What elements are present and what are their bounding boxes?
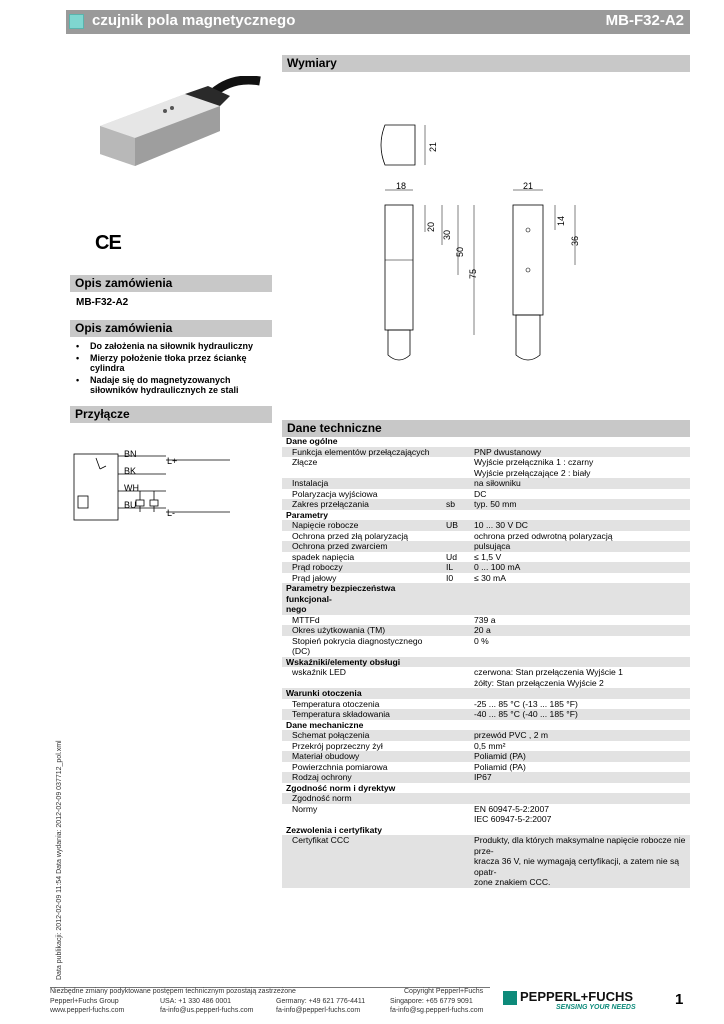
table-cell <box>442 730 470 741</box>
table-cell <box>442 510 470 521</box>
table-row <box>282 688 690 699</box>
table-cell: PNP dwustanowy <box>470 447 690 458</box>
dim-20: 20 <box>426 221 437 233</box>
table-row <box>282 615 690 626</box>
table-row <box>282 510 690 521</box>
table-cell: Przekrój poprzeczny żył <box>292 740 383 751</box>
wire-bn-label: BN <box>124 449 137 459</box>
table-row <box>282 720 690 731</box>
table-cell <box>442 751 470 762</box>
table-cell: przewód PVC , 2 m <box>470 730 690 741</box>
brand-logo-icon <box>503 991 517 1005</box>
order-section-header: Opis zamówienia <box>70 275 272 292</box>
table-row <box>282 730 690 741</box>
table-cell <box>442 447 470 458</box>
table-cell <box>442 825 470 836</box>
table-cell: Ochrona przed zwarciem <box>282 541 442 552</box>
table-row <box>282 552 690 563</box>
table-row <box>282 793 690 804</box>
table-row <box>282 804 690 825</box>
table-cell: ≤ 1,5 V <box>474 551 502 562</box>
list-item: • Do założenia na siłownik hydrauliczny <box>76 341 272 351</box>
table-row <box>282 667 690 688</box>
table-cell: Prąd jałowy <box>292 572 337 583</box>
table-cell: Materiał obudowy <box>282 751 442 762</box>
header-bar <box>66 10 690 34</box>
table-cell: Rodzaj ochrony <box>282 772 442 783</box>
table-cell: Temperatura składowania <box>282 709 442 720</box>
table-row <box>282 520 690 531</box>
table-cell: Normy <box>292 803 318 814</box>
page-number: 1 <box>675 991 684 1008</box>
table-cell: I0 <box>446 572 454 583</box>
table-cell: -40 ... 85 °C (-40 ... 185 °F) <box>470 709 690 720</box>
table-cell: ochrona przed odwrotną polaryzacją <box>474 530 613 541</box>
table-cell <box>442 489 470 500</box>
table-cell <box>442 636 470 657</box>
footer-copyright: Copyright Pepperl+Fuchs <box>404 988 484 995</box>
table-row <box>282 531 690 542</box>
wire-bk-label: BK <box>124 466 137 476</box>
table-cell: Schemat połączenia <box>282 730 442 741</box>
table-cell <box>470 688 690 699</box>
table-cell <box>442 615 470 626</box>
footer-col1: Pepperl+Fuchs Group www.pepperl-fuchs.com <box>50 998 125 1014</box>
table-row <box>282 657 690 668</box>
table-cell: Dane ogólne <box>286 436 338 446</box>
table-cell: Zakres przełączania <box>282 499 442 510</box>
header-square-icon <box>69 14 84 29</box>
dimensions-section-header: Wymiary <box>282 55 690 72</box>
table-cell: Funkcja elementów przełączających <box>282 447 442 458</box>
footer-disclaimer: Niezbędne zmiany podyktowane postępem technicznym pozostają zastrzeżone <box>50 988 296 995</box>
table-cell <box>442 741 470 752</box>
table-cell: Okres użytkowania (TM) <box>282 625 442 636</box>
table-cell <box>442 783 470 794</box>
table-cell: 0 % <box>474 635 489 646</box>
table-cell: Temperatura otoczenia <box>292 698 380 709</box>
lplus-label: L+ <box>167 456 178 466</box>
publication-note: Data publikacji: 2012-02-09 11:54 Data wydania: 2012-02-09 037712_pol.xml <box>56 740 63 980</box>
table-cell <box>442 657 470 668</box>
table-cell: 739 a <box>474 614 496 625</box>
footer-col2: USA: +1 330 486 0001 fa-info@us.pepperl-fuchs.com <box>160 998 254 1014</box>
table-row <box>282 636 690 657</box>
table-cell: Poliamid (PA) <box>474 761 526 772</box>
table-row <box>282 541 690 552</box>
table-cell: IL <box>442 562 470 573</box>
table-cell: Ud <box>446 551 457 562</box>
table-row <box>282 762 690 773</box>
table-cell <box>442 457 470 478</box>
table-cell: spadek napięcia <box>292 551 355 562</box>
table-cell: Powierzchnia pomiarowa <box>292 761 388 772</box>
table-cell: MTTFd <box>292 614 320 625</box>
table-row <box>282 436 690 447</box>
table-cell: pulsująca <box>470 541 690 552</box>
table-row <box>282 783 690 794</box>
footer-col4: Singapore: +65 6779 9091 fa-info@sg.pepperl-fuchs.com <box>390 998 484 1014</box>
dim-30: 30 <box>442 229 453 241</box>
table-cell <box>442 835 470 888</box>
table-cell: 10 ... 30 V DC <box>470 520 690 531</box>
table-cell: Parametry bezpieczeństwa funkcjonal- nego <box>282 583 442 615</box>
table-cell <box>470 793 690 804</box>
table-cell: 20 a <box>470 625 690 636</box>
table-cell: 0 ... 100 mA <box>470 562 690 573</box>
table-cell <box>470 657 690 668</box>
page-title: czujnik pola magnetycznego <box>92 12 296 29</box>
table-row <box>282 573 690 584</box>
tech-section-header: Dane techniczne <box>282 420 690 437</box>
dim-36: 36 <box>570 235 581 247</box>
table-cell <box>442 531 470 542</box>
table-cell: IP67 <box>470 772 690 783</box>
table-cell: Ochrona przed złą polaryzacją <box>292 530 409 541</box>
dim-18: 18 <box>396 181 407 191</box>
brand-name: PEPPERL+FUCHS <box>520 989 634 1004</box>
table-cell: ≤ 30 mA <box>474 572 506 583</box>
table-row <box>282 447 690 458</box>
dimension-drawing <box>370 120 590 380</box>
brand-tagline: SENSING YOUR NEEDS <box>556 1004 636 1011</box>
table-cell: 0,5 mm² <box>474 740 506 751</box>
table-cell <box>470 436 690 447</box>
table-row <box>282 825 690 836</box>
table-cell: Wyjście przełącznika 1 : czarny Wyjście przełączające 2 : biały <box>474 457 594 478</box>
table-cell <box>470 825 690 836</box>
table-cell: wskaźnik LED <box>292 667 346 677</box>
dim-75: 75 <box>468 268 479 280</box>
table-row <box>282 478 690 489</box>
table-row <box>282 562 690 573</box>
list-item: • Mierzy położenie tłoka przez ściankę cylindra <box>76 353 272 373</box>
table-cell <box>442 804 470 825</box>
description-section-header: Opis zamówienia <box>70 320 272 337</box>
table-cell: Instalacja <box>282 478 442 489</box>
table-cell <box>442 625 470 636</box>
table-row <box>282 772 690 783</box>
table-cell: Zgodność norm <box>282 793 442 804</box>
table-row <box>282 499 690 510</box>
table-row <box>282 457 690 478</box>
feature-list <box>76 341 272 397</box>
table-cell <box>442 762 470 773</box>
table-cell <box>442 772 470 783</box>
table-cell <box>470 720 690 731</box>
table-cell: UB <box>442 520 470 531</box>
wire-bu-label: BU <box>124 500 137 510</box>
dim-21a: 21 <box>428 141 439 153</box>
table-cell: Prąd roboczy <box>282 562 442 573</box>
table-cell: EN 60947-5-2:2007 IEC 60947-5-2:2007 <box>474 803 552 824</box>
table-cell: sb <box>442 499 470 510</box>
table-cell <box>442 793 470 804</box>
ce-mark-icon: CE <box>95 232 121 254</box>
table-cell <box>470 783 690 794</box>
table-cell: Stopień pokrycia diagnostycznego (DC) <box>292 635 423 656</box>
table-row <box>282 751 690 762</box>
footer-col3: Germany: +49 621 776-4411 fa-info@pepperl-fuchs.com <box>276 998 366 1014</box>
list-item: • Nadaje się do magnetyzowanych siłowników hydraulicznych ze stali <box>76 375 272 395</box>
lminus-label: L- <box>167 508 176 518</box>
table-cell: Wskaźniki/elementy obsługi <box>282 657 442 668</box>
order-value: MB-F32-A2 <box>76 297 129 308</box>
table-cell <box>442 667 470 688</box>
connection-section-header: Przyłącze <box>70 406 272 423</box>
table-cell: Produkty, dla których maksymalne napięcie robocze nie prze- kracza 36 V, nie wymagają certyfikacji, a zatem nie są opatr- zone znakiem CCC. <box>470 835 690 888</box>
table-row <box>282 835 690 888</box>
dim-50: 50 <box>455 246 466 258</box>
table-cell <box>442 688 470 699</box>
table-cell <box>442 436 470 447</box>
table-row <box>282 699 690 710</box>
table-cell <box>442 583 470 615</box>
table-cell <box>442 478 470 489</box>
table-cell <box>470 583 690 615</box>
table-cell: na siłowniku <box>470 478 690 489</box>
table-cell: Napięcie robocze <box>282 520 442 531</box>
table-cell <box>442 699 470 710</box>
tech-data-table <box>282 436 690 888</box>
table-cell: Dane mechaniczne <box>286 719 364 730</box>
table-cell: Warunki otoczenia <box>282 688 442 699</box>
table-cell: Certyfikat CCC <box>282 835 442 888</box>
table-row <box>282 709 690 720</box>
table-cell: Poliamid (PA) <box>470 751 690 762</box>
dim-21b: 21 <box>523 181 534 191</box>
table-cell: Polaryzacja wyjściowa <box>292 488 378 499</box>
table-row <box>282 489 690 500</box>
product-code: MB-F32-A2 <box>605 12 684 29</box>
table-cell: Złącze <box>292 457 318 467</box>
table-cell: typ. 50 mm <box>470 499 690 510</box>
table-cell <box>442 709 470 720</box>
table-cell: czerwona: Stan przełączenia Wyjście 1 żółty: Stan przełączenia Wyjście 2 <box>474 667 623 688</box>
table-cell: DC <box>474 488 487 499</box>
table-cell: Zezwolenia i certyfikaty <box>286 824 382 835</box>
table-cell <box>442 541 470 552</box>
table-row <box>282 583 690 615</box>
table-cell: Zgodność norm i dyrektyw <box>286 782 396 793</box>
wire-wh-label: WH <box>124 483 139 493</box>
table-cell <box>442 720 470 731</box>
table-cell: -25 ... 85 °C (-13 ... 185 °F) <box>474 698 578 709</box>
table-row <box>282 741 690 752</box>
dim-14: 14 <box>556 215 567 227</box>
table-cell: Parametry <box>286 509 329 520</box>
table-row <box>282 625 690 636</box>
table-cell <box>470 510 690 521</box>
product-photo <box>90 76 270 186</box>
